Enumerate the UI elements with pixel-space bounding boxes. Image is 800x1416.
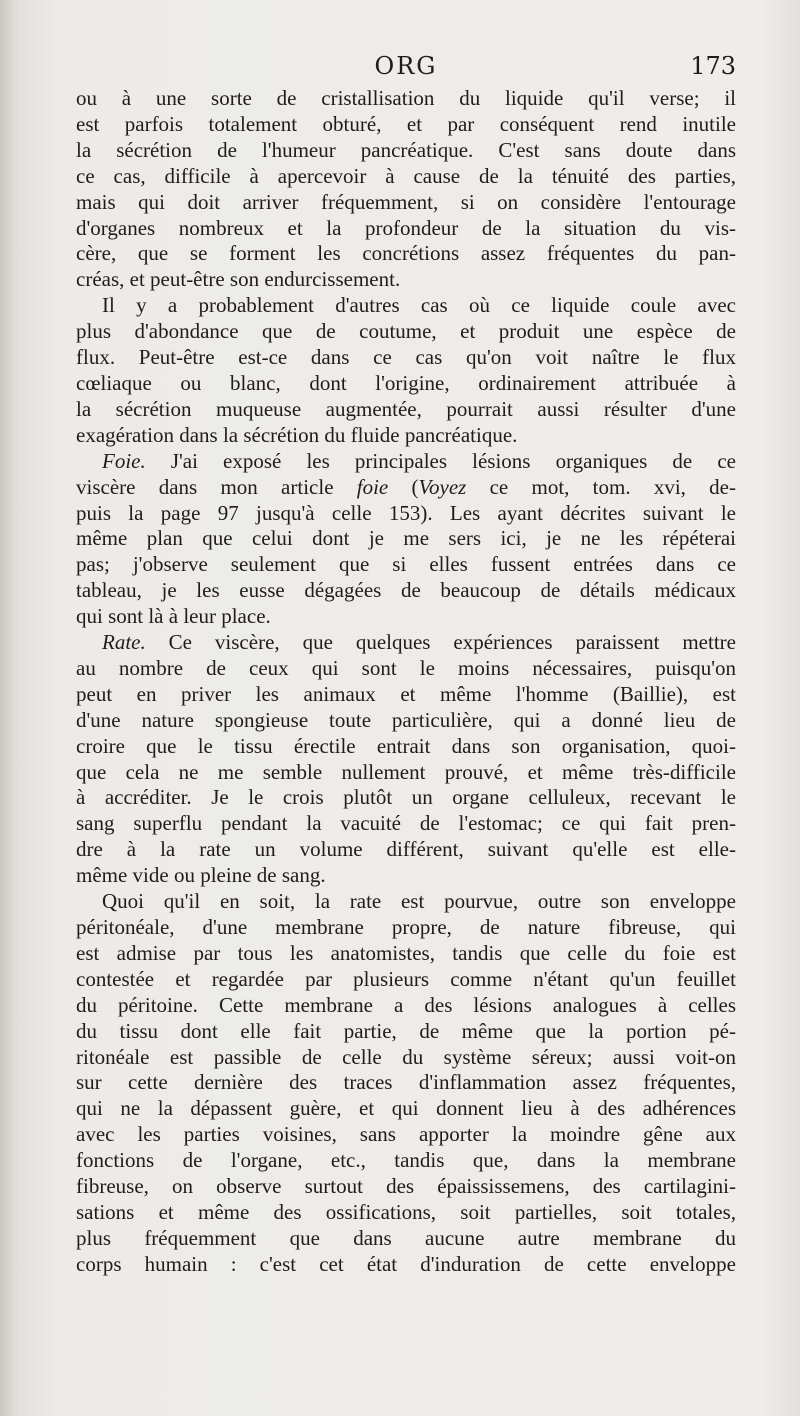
text-line: croire que le tissu érectile entrait dans son organisation, quoi- xyxy=(76,733,736,758)
text-line: même plan que celui dont je me sers ici, je ne les répéterai xyxy=(76,526,736,551)
text-line: même vide ou pleine de sang. xyxy=(76,863,326,888)
text-line: cère, que se forment les concrétions assez fréquentes du pan- xyxy=(76,241,736,266)
text-line: est admise par tous les anatomistes, tandis que celle du foie est xyxy=(76,940,736,965)
text-line: contestée et regardée par plusieurs comme n'étant qu'un feuillet xyxy=(76,966,736,991)
text-line: Quoi qu'il en soit, la rate est pourvue, outre son enveloppe xyxy=(102,889,736,914)
text-line: pas; j'observe seulement que si elles fussent entrées dans ce xyxy=(76,552,736,577)
text-line: est parfois totalement obturé, et par conséquent rend inutile xyxy=(76,111,736,136)
text-span: viscère dans mon article xyxy=(76,474,357,499)
text-line: péritonéale, d'une membrane propre, de nature fibreuse, qui xyxy=(76,915,736,939)
text-line: que cela ne me semble nullement prouvé, et même très-difficile xyxy=(76,759,736,784)
text-line: la sécrétion de l'humeur pancréatique. C'est sans doute dans xyxy=(76,137,736,162)
italic-term: Voyez xyxy=(418,474,467,499)
text-line: sang superflu pendant la vacuité de l'estomac; ce qui fait pren- xyxy=(76,811,736,836)
text-line: ou à une sorte de cristallisation du liquide qu'il verse; il xyxy=(76,86,736,110)
text-line: au nombre de ceux qui sont le moins nécessaires, puisqu'on xyxy=(76,655,736,680)
text-line: plus fréquemment que dans aucune autre membrane du xyxy=(76,1225,736,1250)
text-line: puis la page 97 jusqu'à celle 153). Les ayant décrites suivant le xyxy=(76,500,736,525)
text-line: fonctions de l'organe, etc., tandis que, dans la membrane xyxy=(76,1148,736,1173)
paragraph-pancreas-continued xyxy=(76,86,736,293)
text-span: J'ai exposé les principales lésions organiques de ce xyxy=(145,448,736,473)
text-line: Il y a probablement d'autres cas où ce liquide coule avec xyxy=(102,293,736,318)
text-line: la sécrétion muqueuse augmentée, pourrait aussi résulter d'une xyxy=(76,396,736,421)
text-line: sur cette dernière des traces d'inflammation assez fréquentes, xyxy=(76,1070,736,1095)
text-span: ( xyxy=(388,474,419,499)
text-line: avec les parties voisines, sans apporter la moindre gêne aux xyxy=(76,1122,736,1147)
body-text xyxy=(76,86,736,1278)
text-line: plus d'abondance que de coutume, et produit une espèce de xyxy=(76,319,736,344)
text-line xyxy=(76,475,736,501)
text-line: mais qui doit arriver fréquemment, si on considère l'entourage xyxy=(76,189,736,214)
text-line: du tissu dont elle fait partie, de même que la portion pé- xyxy=(76,1018,736,1043)
text-line: ce cas, difficile à apercevoir à cause de la ténuité des parties, xyxy=(76,163,736,188)
section-lead-rate: Rate. xyxy=(102,630,146,655)
text-line: cœliaque ou blanc, dont l'origine, ordinairement attribuée à xyxy=(76,370,736,395)
text-line xyxy=(76,630,736,656)
italic-term: foie xyxy=(356,474,389,499)
running-head: ORG xyxy=(374,52,438,80)
text-line: qui sont là à leur place. xyxy=(76,604,271,629)
text-line: à accréditer. Je le crois plutôt un organe celluleux, recevant le xyxy=(76,785,736,810)
text-line: sations et même des ossifications, soit partielles, soit totales, xyxy=(76,1199,736,1224)
text-line: dre à la rate un volume différent, suivant qu'elle est elle- xyxy=(76,837,736,862)
paragraph-rate xyxy=(76,630,736,889)
page-number: 173 xyxy=(690,52,736,80)
section-lead-foie: Foie. xyxy=(102,448,146,473)
text-line: flux. Peut-être est-ce dans ce cas qu'on voit naître le flux xyxy=(76,345,736,370)
page-header xyxy=(76,52,736,86)
paragraph-flux xyxy=(76,293,736,448)
text-line: ritonéale est passible de celle du système séreux; aussi voit-on xyxy=(76,1044,736,1069)
text-line: d'une nature spongieuse toute particulière, qui a donné lieu de xyxy=(76,707,736,732)
text-line: tableau, je les eusse dégagées de beaucoup de détails médicaux xyxy=(76,578,736,603)
text-line xyxy=(76,449,736,475)
text-line: du péritoine. Cette membrane a des lésions analogues à celles xyxy=(76,992,736,1017)
text-line: fibreuse, on observe surtout des épaississemens, des cartilagini- xyxy=(76,1174,736,1199)
paragraph-foie xyxy=(76,449,736,630)
text-line: qui ne la dépassent guère, et qui donnent lieu à des adhérences xyxy=(76,1096,736,1121)
text-line: créas, et peut-être son endurcissement. xyxy=(76,267,401,292)
text-line: d'organes nombreux et la profondeur de la situation du vis- xyxy=(76,215,736,240)
text-line: exagération dans la sécrétion du fluide pancréatique. xyxy=(76,422,518,447)
paragraph-rate-membrane xyxy=(76,889,736,1278)
text-line: corps humain : c'est cet état d'induration de cette enveloppe xyxy=(76,1251,736,1276)
text-span: ce mot, tom. xvi, de- xyxy=(466,474,736,499)
text-span: Ce viscère, que quelques expériences paraissent mettre xyxy=(145,630,736,655)
text-line: peut en priver les animaux et même l'homme (Baillie), est xyxy=(76,681,736,706)
